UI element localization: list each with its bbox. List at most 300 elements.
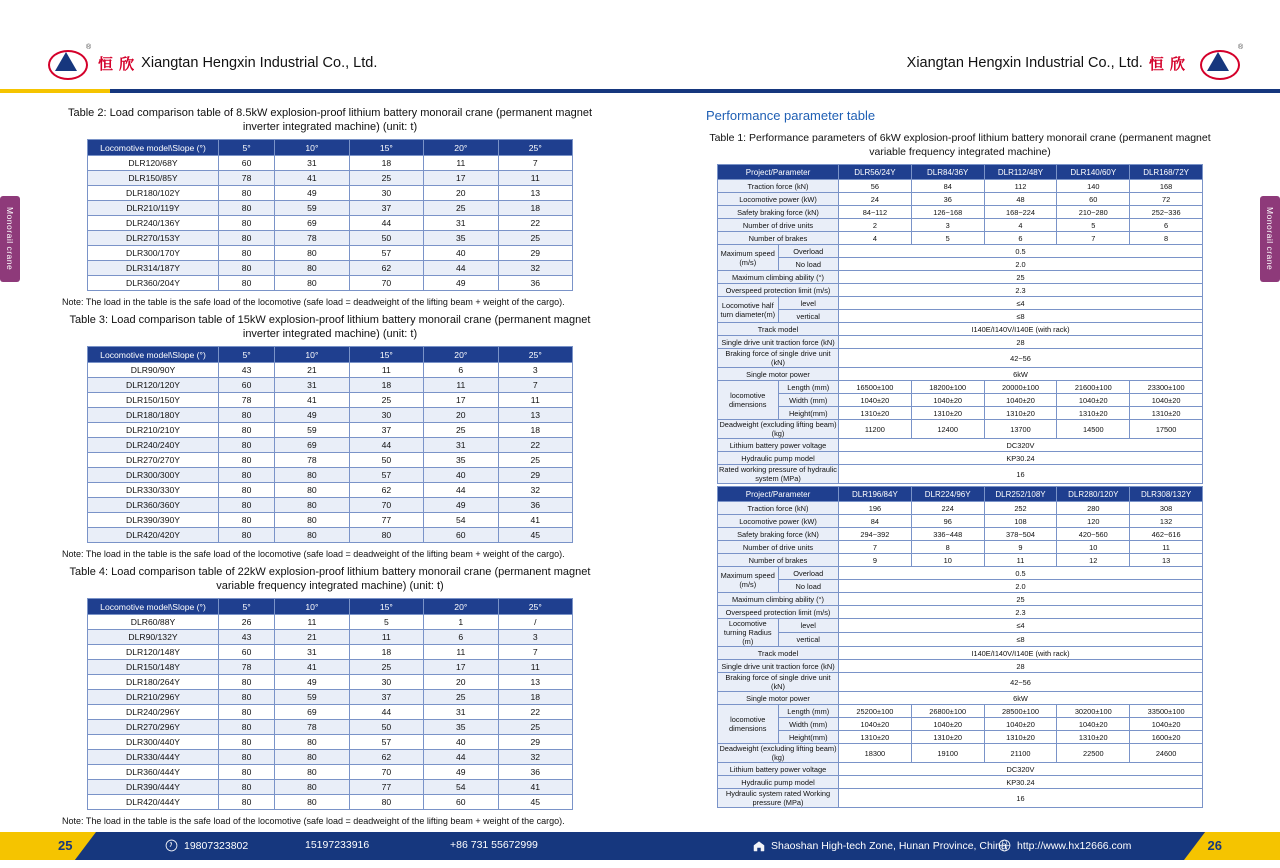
perf-row-span-value: 28 <box>839 660 1203 673</box>
row-cell: 80 <box>219 186 275 201</box>
table-row <box>88 276 573 291</box>
footer-phone-3-text: +86 731 55672999 <box>450 839 538 851</box>
perf-row <box>718 368 1203 381</box>
perf-cell: 21600±100 <box>1057 381 1130 394</box>
row-cell: 80 <box>275 246 349 261</box>
perf-row-label: Hydraulic pump model <box>718 776 839 789</box>
page-number-left: 25 <box>58 838 73 853</box>
perf-row-sub-label: Height(mm) <box>778 407 839 420</box>
perf-row-span-value: 0.5 <box>839 567 1203 580</box>
row-cell: 11 <box>498 393 572 408</box>
perf-col-header-5: DLR168/72Y <box>1130 165 1203 180</box>
perf-row-label: Safety braking force (kN) <box>718 528 839 541</box>
row-model: DLR180/264Y <box>88 675 219 690</box>
col-header-0: Locomotive model\Slope (°) <box>88 347 219 363</box>
perf-row-sub-label: Height(mm) <box>778 731 839 744</box>
row-cell: 25 <box>424 690 498 705</box>
company-name-cn: 恒 欣 <box>98 55 136 73</box>
row-cell: 11 <box>349 363 423 378</box>
perf-row-sub-label: Length (mm) <box>778 705 839 718</box>
perf-cell: 252~336 <box>1130 206 1203 219</box>
perf-row <box>718 744 1203 763</box>
row-model: DLR210/296Y <box>88 690 219 705</box>
perf-col-header-0: Project/Parameter <box>718 165 839 180</box>
perf-row-span-value: 2.3 <box>839 284 1203 297</box>
perf-row <box>718 206 1203 219</box>
row-model: DLR314/187Y <box>88 261 219 276</box>
perf-row-span-value: 16 <box>839 789 1203 808</box>
row-model: DLR420/420Y <box>88 528 219 543</box>
row-cell: 44 <box>349 438 423 453</box>
table-row <box>88 615 573 630</box>
row-cell: 22 <box>498 705 572 720</box>
col-header-3: 15° <box>349 599 423 615</box>
perf-row <box>718 528 1203 541</box>
perf-row-label: Number of drive units <box>718 219 839 232</box>
section-title-performance: Performance parameter table <box>706 108 876 123</box>
company-logo-icon <box>40 44 92 78</box>
perf-row <box>718 193 1203 206</box>
row-cell: 44 <box>424 261 498 276</box>
perf-row <box>718 336 1203 349</box>
perf-cell: 84 <box>839 515 912 528</box>
table-row <box>88 675 573 690</box>
row-cell: 80 <box>219 408 275 423</box>
perf-row-sub-label: Length (mm) <box>778 381 839 394</box>
perf-cell: 210~280 <box>1057 206 1130 219</box>
perf-row <box>718 180 1203 193</box>
perf-cell: 11200 <box>839 420 912 439</box>
row-cell: 80 <box>219 216 275 231</box>
row-cell: 80 <box>275 276 349 291</box>
row-cell: 37 <box>349 423 423 438</box>
perf-cell: 23300±100 <box>1130 381 1203 394</box>
perf-cell: 10 <box>1057 541 1130 554</box>
row-cell: 70 <box>349 276 423 291</box>
perf-cell: 28500±100 <box>984 705 1057 718</box>
col-header-4: 20° <box>424 599 498 615</box>
row-cell: 54 <box>424 780 498 795</box>
perf-cell: 252 <box>984 502 1057 515</box>
side-tab-left-label: Monorail crane <box>5 207 15 271</box>
perf-cell: 126~168 <box>911 206 984 219</box>
row-cell: 80 <box>219 720 275 735</box>
row-cell: 69 <box>275 705 349 720</box>
perf-row-span-value: ≤8 <box>839 633 1203 647</box>
perf-cell: 308 <box>1130 502 1203 515</box>
left-column <box>60 100 600 826</box>
row-cell: 13 <box>498 675 572 690</box>
perf-cell: 48 <box>984 193 1057 206</box>
perf-row-label: Number of drive units <box>718 541 839 554</box>
perf-cell: 1310±20 <box>839 407 912 420</box>
table1-title: Table 1: Performance parameters of 6kW explosion-proof lithium battery monorail crane (permanent magnet variable frequency integrated machine) <box>709 132 1211 158</box>
footer-phone-2 <box>305 839 369 851</box>
table-row <box>88 423 573 438</box>
perf-cell: 108 <box>984 515 1057 528</box>
perf-row <box>718 705 1203 718</box>
row-cell: 80 <box>275 528 349 543</box>
perf-cell: 168~224 <box>984 206 1057 219</box>
perf-cell: 7 <box>1057 232 1130 245</box>
registered-mark-icon-right: ® <box>1238 44 1244 51</box>
row-cell: 62 <box>349 750 423 765</box>
table-row <box>88 171 573 186</box>
row-cell: 35 <box>424 453 498 468</box>
table-row <box>88 498 573 513</box>
perf-row-span-value: ≤4 <box>839 297 1203 310</box>
perf-row-span-value: 6kW <box>839 692 1203 705</box>
col-header-1: 5° <box>219 140 275 156</box>
row-cell: 78 <box>275 453 349 468</box>
row-cell: 29 <box>498 246 572 261</box>
perf-cell: 24 <box>839 193 912 206</box>
perf-row <box>718 580 1203 593</box>
perf-cell: 1310±20 <box>984 407 1057 420</box>
row-model: DLR120/120Y <box>88 378 219 393</box>
table-row <box>88 378 573 393</box>
row-cell: 59 <box>275 423 349 438</box>
row-cell: 30 <box>349 186 423 201</box>
perf-row-group-label: locomotive dimensions <box>718 381 779 420</box>
col-header-3: 15° <box>349 140 423 156</box>
row-cell: 62 <box>349 261 423 276</box>
row-cell: 26 <box>219 615 275 630</box>
header-divider <box>0 89 1280 93</box>
table-row <box>88 453 573 468</box>
row-cell: 80 <box>219 690 275 705</box>
row-model: DLR90/90Y <box>88 363 219 378</box>
home-icon <box>752 839 765 852</box>
table3-title: Table 3: Load comparison table of 15kW explosion-proof lithium battery monorail crane (permanent magnet inverter integrated machine) (unit: t) <box>69 314 591 340</box>
row-model: DLR300/300Y <box>88 468 219 483</box>
row-cell: 44 <box>424 750 498 765</box>
perf-row-label: Safety braking force (kN) <box>718 206 839 219</box>
row-cell: 41 <box>498 780 572 795</box>
perf-col-header-4: DLR280/120Y <box>1057 487 1130 502</box>
table-row <box>88 795 573 810</box>
perf-row-span-value: DC320V <box>839 439 1203 452</box>
row-cell: 80 <box>219 528 275 543</box>
perf-cell: 1040±20 <box>911 394 984 407</box>
page-number-right: 26 <box>1207 838 1222 853</box>
row-cell: 31 <box>275 378 349 393</box>
row-cell: 49 <box>424 765 498 780</box>
perf-cell: 12 <box>1057 554 1130 567</box>
perf-cell: 1040±20 <box>839 718 912 731</box>
row-model: DLR420/444Y <box>88 795 219 810</box>
side-tab-right-label: Monorail crane <box>1265 207 1275 271</box>
row-cell: 80 <box>349 795 423 810</box>
table-row <box>88 780 573 795</box>
perf-row-label: Lithium battery power voltage <box>718 439 839 452</box>
row-cell: 80 <box>275 498 349 513</box>
perf-row-group-label: Maximum speed (m/s) <box>718 245 779 271</box>
row-cell: 78 <box>219 393 275 408</box>
row-cell: 80 <box>275 261 349 276</box>
perf-row <box>718 541 1203 554</box>
perf-row <box>718 271 1203 284</box>
row-cell: 80 <box>219 780 275 795</box>
row-cell: 30 <box>349 675 423 690</box>
col-header-5: 25° <box>498 140 572 156</box>
row-cell: 80 <box>275 780 349 795</box>
perf-cell: 24600 <box>1130 744 1203 763</box>
table-row <box>88 468 573 483</box>
table-row <box>88 690 573 705</box>
perf-cell: 17500 <box>1130 420 1203 439</box>
row-cell: 37 <box>349 690 423 705</box>
perf-cell: 25200±100 <box>839 705 912 718</box>
footer-phone-3 <box>450 839 538 851</box>
row-cell: 17 <box>424 393 498 408</box>
row-cell: 17 <box>424 660 498 675</box>
row-model: DLR330/444Y <box>88 750 219 765</box>
perf-row-label: Deadweight (excluding lifting beam) (kg) <box>719 420 837 438</box>
row-cell: 54 <box>424 513 498 528</box>
right-column <box>700 100 1220 808</box>
company-name-en-left: Xiangtan Hengxin Industrial Co., Ltd. <box>141 55 378 71</box>
perf-row <box>718 718 1203 731</box>
col-header-1: 5° <box>219 347 275 363</box>
perf-cell: 1040±20 <box>911 718 984 731</box>
col-header-4: 20° <box>424 347 498 363</box>
perf-row-label: Maximum climbing ability (°) <box>718 271 839 284</box>
table-row <box>88 216 573 231</box>
table-row <box>88 483 573 498</box>
row-cell: 11 <box>498 171 572 186</box>
row-cell: 49 <box>424 276 498 291</box>
row-cell: 6 <box>424 630 498 645</box>
perf-row <box>718 407 1203 420</box>
perf-row-span-value: 6kW <box>839 368 1203 381</box>
row-cell: 3 <box>498 630 572 645</box>
perf-cell: 14500 <box>1057 420 1130 439</box>
row-model: DLR300/170Y <box>88 246 219 261</box>
perf-row-group-label: Locomotive half turn diameter(m) <box>718 297 779 323</box>
row-cell: 80 <box>219 750 275 765</box>
perf-row-label: Number of brakes <box>718 232 839 245</box>
table-row <box>88 408 573 423</box>
table3-note: Note: The load in the table is the safe load of the locomotive (safe load = deadweight of the lifting beam + weight of the cargo). <box>62 549 565 559</box>
table-load-8p5kw <box>87 139 573 291</box>
table-row <box>88 765 573 780</box>
row-cell: 6 <box>424 363 498 378</box>
perf-row-label: Locomotive power (kW) <box>718 515 839 528</box>
row-cell: 60 <box>424 795 498 810</box>
perf-col-header-2: DLR84/36Y <box>911 165 984 180</box>
page-footer <box>0 824 1280 868</box>
perf-row-sub-label: level <box>778 619 839 633</box>
table-row <box>88 705 573 720</box>
company-logo-icon-right <box>1192 44 1244 78</box>
perf-cell: 462~616 <box>1130 528 1203 541</box>
row-cell: 25 <box>349 393 423 408</box>
row-cell: 29 <box>498 468 572 483</box>
perf-row-label: Lithium battery power voltage <box>718 763 839 776</box>
perf-row <box>718 439 1203 452</box>
perf1-header-row <box>718 165 1203 180</box>
row-cell: 30 <box>349 408 423 423</box>
perf-cell: 420~560 <box>1057 528 1130 541</box>
perf-cell: 19100 <box>911 744 984 763</box>
row-model: DLR240/296Y <box>88 705 219 720</box>
col-header-2: 10° <box>275 599 349 615</box>
perf-row-label: Single motor power <box>718 368 839 381</box>
row-cell: 50 <box>349 231 423 246</box>
perf-row <box>718 731 1203 744</box>
perf-row-label: Locomotive power (kW) <box>718 193 839 206</box>
table-row <box>88 513 573 528</box>
perf-row-sub-label: Width (mm) <box>778 718 839 731</box>
perf-cell: 1310±20 <box>1130 407 1203 420</box>
company-name-cn-right: 恒 欣 <box>1148 55 1186 73</box>
row-cell: 5 <box>349 615 423 630</box>
row-cell: 32 <box>498 750 572 765</box>
row-cell: 80 <box>219 201 275 216</box>
row-cell: 49 <box>424 498 498 513</box>
table-row <box>88 735 573 750</box>
perf-row-group-label: locomotive dimensions <box>718 705 779 744</box>
row-cell: 44 <box>349 705 423 720</box>
table3-header-row <box>88 347 573 363</box>
table-row <box>88 393 573 408</box>
table-load-22kw <box>87 598 573 810</box>
perf-row-label: Maximum climbing ability (°) <box>718 593 839 606</box>
perf-row <box>718 245 1203 258</box>
row-cell: 36 <box>498 765 572 780</box>
row-cell: 44 <box>349 216 423 231</box>
row-cell: 80 <box>219 765 275 780</box>
footer-phone-1 <box>165 839 248 852</box>
row-cell: 80 <box>219 438 275 453</box>
row-cell: 77 <box>349 780 423 795</box>
row-cell: 80 <box>219 483 275 498</box>
perf-cell: 132 <box>1130 515 1203 528</box>
row-model: DLR270/270Y <box>88 453 219 468</box>
row-cell: 20 <box>424 675 498 690</box>
row-cell: 7 <box>498 378 572 393</box>
row-cell: 62 <box>349 483 423 498</box>
side-tab-right <box>1260 196 1280 282</box>
col-header-0: Locomotive model\Slope (°) <box>88 599 219 615</box>
row-model: DLR300/440Y <box>88 735 219 750</box>
row-cell: 80 <box>275 750 349 765</box>
perf-row-label: Overspeed protection limit (m/s) <box>718 606 839 619</box>
perf-row-span-value: 28 <box>839 336 1203 349</box>
perf-cell: 4 <box>839 232 912 245</box>
row-cell: 45 <box>498 528 572 543</box>
perf-row-span-value: 25 <box>839 271 1203 284</box>
perf-cell: 112 <box>984 180 1057 193</box>
table2-title: Table 2: Load comparison table of 8.5kW explosion-proof lithium battery monorail crane (permanent magnet inverter integrated machine) (unit: t) <box>68 107 592 133</box>
row-model: DLR180/102Y <box>88 186 219 201</box>
col-header-3: 15° <box>349 347 423 363</box>
perf-row <box>718 673 1203 692</box>
perf-row-group-label: Maximum speed (m/s) <box>718 567 779 593</box>
row-cell: 60 <box>219 645 275 660</box>
perf-col-header-2: DLR224/96Y <box>911 487 984 502</box>
perf-row-label: Hydraulic system rated Working pressure (MPa) <box>718 789 839 808</box>
perf-row-span-value: 16 <box>839 465 1203 484</box>
table-row <box>88 660 573 675</box>
perf-row-label: Single drive unit traction force (kN) <box>718 660 839 673</box>
perf-row-sub-label: vertical <box>778 633 839 647</box>
row-cell: 80 <box>219 675 275 690</box>
row-model: DLR150/148Y <box>88 660 219 675</box>
row-cell: 80 <box>219 795 275 810</box>
perf-row-span-value: ≤8 <box>839 310 1203 323</box>
row-cell: 69 <box>275 216 349 231</box>
row-cell: 80 <box>219 735 275 750</box>
perf-cell: 9 <box>839 554 912 567</box>
perf-row <box>718 284 1203 297</box>
perf-row-span-value: 42~56 <box>839 673 1203 692</box>
col-header-5: 25° <box>498 599 572 615</box>
perf-row <box>718 606 1203 619</box>
row-cell: 7 <box>498 156 572 171</box>
table-row <box>88 438 573 453</box>
row-model: DLR60/88Y <box>88 615 219 630</box>
footer-website-text: http://www.hx12666.com <box>1017 839 1132 852</box>
perf-row-label: Overspeed protection limit (m/s) <box>718 284 839 297</box>
row-cell: 11 <box>349 630 423 645</box>
row-cell: 78 <box>219 660 275 675</box>
perf-cell: 8 <box>911 541 984 554</box>
perf-row-span-value: 2.0 <box>839 580 1203 593</box>
perf-cell: 13 <box>1130 554 1203 567</box>
row-model: DLR390/444Y <box>88 780 219 795</box>
row-cell: 11 <box>275 615 349 630</box>
row-cell: 29 <box>498 735 572 750</box>
row-cell: 25 <box>349 660 423 675</box>
perf-row <box>718 660 1203 673</box>
perf-row-label: Braking force of single drive unit (kN) <box>718 349 839 368</box>
perf-row <box>718 647 1203 660</box>
perf-row-span-value: 2.0 <box>839 258 1203 271</box>
perf-row-group-label: Locomotive turning Radius (m) <box>718 619 779 647</box>
table-row <box>88 186 573 201</box>
perf-cell: 11 <box>984 554 1057 567</box>
header-logo-left <box>40 44 378 78</box>
footer-website[interactable] <box>998 839 1131 852</box>
table-row <box>88 630 573 645</box>
table-row <box>88 720 573 735</box>
row-model: DLR210/119Y <box>88 201 219 216</box>
row-cell: 43 <box>219 363 275 378</box>
row-cell: 70 <box>349 765 423 780</box>
row-cell: 40 <box>424 246 498 261</box>
row-model: DLR360/204Y <box>88 276 219 291</box>
row-cell: 45 <box>498 795 572 810</box>
row-cell: 49 <box>275 675 349 690</box>
perf-cell: 2 <box>839 219 912 232</box>
table-row <box>88 363 573 378</box>
table2-header-row <box>88 140 573 156</box>
table4-note: Note: The load in the table is the safe load of the locomotive (safe load = deadweight of the lifting beam + weight of the cargo). <box>62 816 565 826</box>
row-cell: 35 <box>424 720 498 735</box>
row-cell: 22 <box>498 438 572 453</box>
perf-cell: 1040±20 <box>1057 718 1130 731</box>
row-cell: 41 <box>498 513 572 528</box>
row-model: DLR150/85Y <box>88 171 219 186</box>
row-cell: 80 <box>349 528 423 543</box>
perf-row <box>718 502 1203 515</box>
perf-row-span-value: 42~56 <box>839 349 1203 368</box>
perf-cell: 196 <box>839 502 912 515</box>
perf-cell: 1310±20 <box>1057 731 1130 744</box>
table-row <box>88 246 573 261</box>
